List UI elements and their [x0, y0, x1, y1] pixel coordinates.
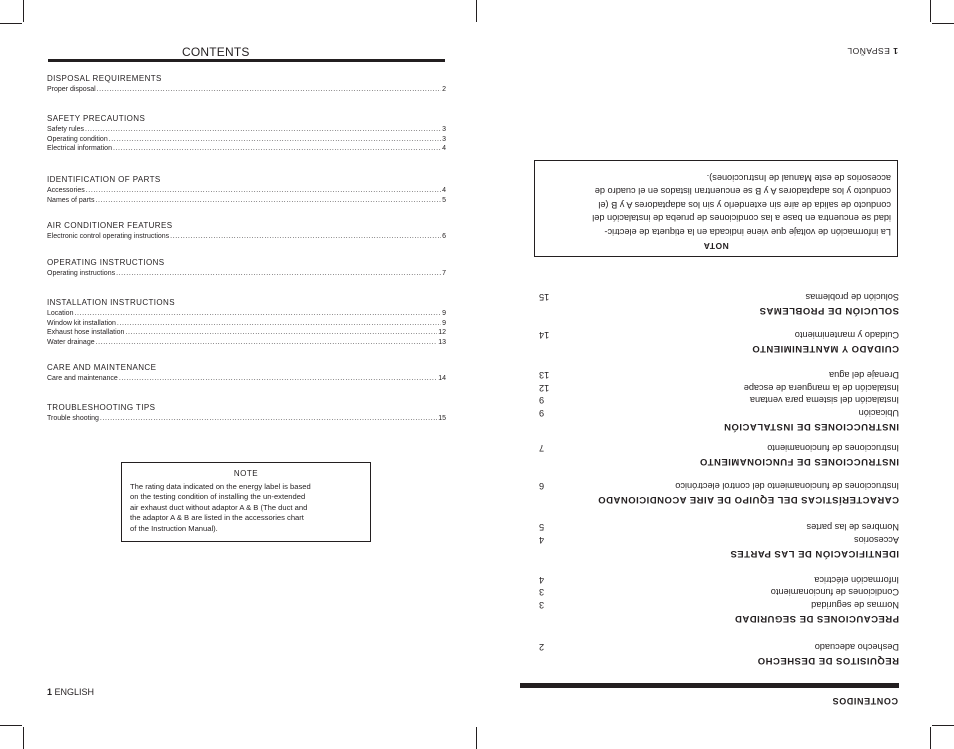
toc-entry[interactable]	[47, 319, 446, 329]
toc-entry[interactable]	[47, 374, 446, 384]
leader-dots	[119, 374, 437, 384]
note-line: conducto de salida de aire sin extenderlo y sin los adaptadores A y B (el	[598, 199, 891, 210]
entry-label: Safety rules	[47, 126, 84, 133]
leader-dots	[74, 309, 441, 319]
section-heading: INSTRUCCIONES DE INSTALACIÓN	[723, 421, 899, 432]
toc-entry[interactable]	[539, 534, 899, 547]
toc-entry[interactable]	[47, 328, 446, 338]
leader-dots	[95, 196, 441, 206]
toc-entry[interactable]	[47, 414, 446, 424]
toc-section-troubleshooting	[47, 403, 446, 424]
section-heading: SAFETY PRECAUTIONS	[47, 114, 146, 123]
entry-page: 5	[442, 196, 446, 204]
entry-label: Instrucciones de funcionamiento	[767, 443, 899, 453]
leader-dots	[97, 85, 441, 95]
section-heading: DISPOSAL REQUIREMENTS	[47, 74, 162, 83]
note-box	[121, 462, 371, 542]
entry-page: 4	[539, 535, 545, 545]
section-heading: PRECAUCIONES DE SEGURIDAD	[734, 613, 899, 624]
section-heading: OPERATING INSTRUCTIONS	[47, 258, 165, 267]
section-heading: REQUISITOS DE DESHECHO	[757, 655, 899, 666]
entry-page: 15	[539, 292, 550, 302]
entry-page: 6	[539, 481, 545, 491]
toc-section-identification	[47, 175, 446, 205]
toc-section-disposal	[539, 641, 899, 667]
entry-page: 13	[539, 370, 550, 381]
toc-section-installation	[47, 298, 446, 347]
toc-section-care	[47, 363, 446, 384]
section-heading: CUIDADO Y MANTENIMIENTO	[751, 343, 899, 354]
entry-label: Drenaje del agua	[829, 370, 899, 381]
toc-entry[interactable]	[539, 329, 899, 342]
note-title: NOTA	[703, 241, 729, 251]
toc-section-care	[539, 329, 899, 355]
entry-page: 3	[442, 135, 446, 143]
entry-label: Instalación del sistema para ventana	[749, 395, 899, 406]
entry-label: Location	[47, 310, 74, 317]
note-line: La información de voltaje que viene indicada en la etiqueta de electric-	[604, 227, 891, 237]
language-label: ESPAÑOL	[846, 46, 890, 56]
leader-dots	[96, 338, 438, 348]
leader-dots	[86, 186, 441, 196]
entry-page: 3	[539, 600, 545, 610]
toc-section-operating	[47, 258, 446, 279]
leader-dots	[117, 319, 441, 329]
entry-label: Electrical information	[47, 145, 112, 152]
page-title: CONTENIDOS	[831, 696, 898, 706]
leader-dots	[170, 232, 441, 242]
spanish-contents-page	[477, 0, 954, 749]
note-line: accesorios de este Manual de Instrucciones).	[706, 172, 891, 183]
leader-dots	[85, 125, 441, 135]
entry-label: Condiciones de funcionamiento	[770, 587, 899, 598]
entry-label: Operating condition	[47, 135, 108, 143]
leader-dots	[109, 135, 441, 145]
entry-label: Window kit installation	[47, 319, 116, 327]
entry-label: Ubicación	[858, 408, 899, 418]
section-heading: CARE AND MAINTENANCE	[47, 363, 157, 372]
toc-entry[interactable]	[539, 599, 899, 612]
toc-section-safety	[47, 114, 446, 154]
entry-page: 5	[539, 522, 545, 533]
toc-entry[interactable]	[539, 442, 899, 455]
title-rule	[520, 683, 899, 688]
toc-entry[interactable]	[47, 135, 446, 145]
toc-entry[interactable]	[539, 480, 899, 493]
toc-section-installation	[539, 369, 899, 432]
entry-label: Electronic control operating instructions	[47, 233, 170, 240]
toc-entry[interactable]	[539, 521, 899, 534]
page-title: CONTENTS	[182, 45, 250, 59]
toc-section-operating	[539, 442, 899, 468]
toc-entry[interactable]	[539, 291, 899, 304]
entry-label: Nombres de las partes	[806, 522, 899, 533]
section-heading: TROUBLESHOOTING TIPS	[47, 403, 156, 412]
section-heading: AIR CONDITIONER FEATURES	[47, 221, 173, 230]
page-footer	[47, 687, 94, 697]
entry-label: Instrucciones de funcionamiento del control electrónico	[675, 481, 899, 491]
section-heading: CARACTERÍSTICAS DEL EQUIPO DE AIRE ACONDICIONADO	[597, 494, 899, 505]
toc-section-features	[47, 221, 446, 242]
entry-label: Exhaust hose installation	[47, 329, 125, 336]
entry-page: 6	[442, 233, 446, 240]
toc-entry[interactable]	[539, 394, 899, 407]
entry-label: Accessories	[47, 187, 85, 194]
toc-entry[interactable]	[47, 309, 446, 319]
entry-page: 4	[539, 575, 545, 585]
entry-label: Trouble shooting	[47, 415, 99, 422]
toc-entry[interactable]	[539, 586, 899, 599]
entry-page: 15	[438, 415, 446, 422]
entry-page: 2	[442, 86, 446, 93]
entry-label: Care and maintenance	[47, 375, 118, 382]
section-heading: IDENTIFICATION OF PARTS	[47, 175, 161, 184]
toc-entry[interactable]	[47, 196, 446, 206]
toc-entry[interactable]	[539, 407, 899, 420]
note-line: of the Instruction Manual).	[130, 523, 218, 533]
note-line: The rating data indicated on the energy label is based	[130, 482, 311, 491]
toc-entry[interactable]	[47, 186, 446, 196]
entry-page: 14	[438, 375, 446, 382]
language-label: ENGLISH	[54, 687, 95, 697]
toc-entry[interactable]	[47, 125, 446, 135]
section-heading: IDENTIFICACIÓN DE LAS PARTES	[730, 548, 899, 559]
section-heading: INSTALLATION INSTRUCTIONS	[47, 298, 175, 307]
leader-dots	[100, 414, 437, 424]
entry-page: 4	[442, 187, 446, 194]
entry-page: 3	[539, 587, 545, 598]
toc-entry[interactable]	[539, 382, 899, 395]
toc-section-identification	[539, 521, 899, 559]
entry-page: 9	[442, 310, 446, 317]
note-box	[534, 160, 898, 257]
toc-entry[interactable]	[539, 369, 899, 382]
page-footer	[847, 46, 898, 56]
leader-dots	[116, 269, 441, 279]
entry-page: 9	[442, 319, 446, 327]
entry-page: 9	[539, 408, 545, 418]
note-line: air exhaust duct without adaptor A & B (The duct and	[130, 502, 308, 512]
entry-label: Solución de problemas	[805, 292, 899, 302]
entry-page: 7	[539, 443, 545, 453]
entry-label: Accesorios	[854, 535, 899, 545]
section-heading: INSTRUCCIONES DE FUNCIONAMIENTO	[699, 456, 899, 467]
toc-entry[interactable]	[47, 338, 446, 348]
toc-entry[interactable]	[47, 269, 446, 279]
entry-label: Deshecho adecuado	[814, 642, 899, 652]
toc-section-features	[539, 480, 899, 506]
entry-label: Instalación de la manguera de escape	[743, 383, 899, 393]
entry-label: Proper disposal	[47, 86, 96, 93]
note-line: conducto y los adaptadores A y B se encuentran listados en el cuadro de	[594, 186, 891, 197]
entry-page: 13	[438, 338, 446, 346]
toc-entry[interactable]	[47, 85, 446, 95]
entry-page: 4	[442, 145, 446, 152]
toc-section-safety	[539, 574, 899, 625]
section-heading: SOLUCIÓN DE PROBLEMAS	[759, 305, 899, 316]
note-line: idad se encuentra en base a las condiciones de prueba de instalación del	[592, 213, 891, 224]
note-line: the adaptor A & B are listed in the accessories chart	[130, 513, 304, 523]
entry-page: 12	[539, 383, 550, 393]
note-line: on the testing condition of installing the un-extended	[130, 492, 306, 502]
entry-label: Names of parts	[47, 196, 95, 204]
toc-entry[interactable]	[539, 574, 899, 587]
note-title: NOTE	[233, 469, 259, 478]
entry-label: Cuidado y mantenimiento	[794, 330, 899, 340]
toc-section-disposal	[47, 74, 446, 95]
entry-page: 12	[438, 329, 446, 336]
entry-label: Operating instructions	[47, 270, 116, 277]
upside-down-page-content	[477, 0, 954, 749]
toc-entry[interactable]	[47, 232, 446, 242]
entry-page: 14	[539, 330, 550, 340]
leader-dots	[125, 328, 437, 338]
entry-label: Water drainage	[47, 338, 95, 346]
toc-entry[interactable]	[539, 641, 899, 654]
page-number: 1	[892, 46, 898, 56]
page-number: 1	[47, 687, 53, 697]
entry-page: 2	[539, 642, 545, 652]
leader-dots	[113, 144, 441, 154]
entry-label: Normas de seguridad	[811, 600, 899, 610]
entry-label: Información eléctrica	[814, 575, 899, 585]
toc-section-troubleshooting	[539, 291, 899, 317]
title-rule	[48, 59, 445, 62]
entry-page: 3	[442, 126, 446, 133]
toc-entry[interactable]	[47, 144, 446, 154]
entry-page: 9	[539, 395, 545, 406]
entry-page: 7	[442, 270, 446, 277]
